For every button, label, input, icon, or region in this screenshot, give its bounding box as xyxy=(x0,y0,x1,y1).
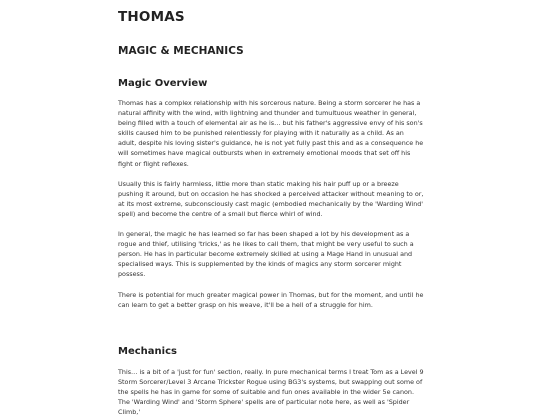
page-title: THOMAS xyxy=(118,9,185,25)
magic-overview-paragraph-4: There is potential for much greater magical power in Thomas, but for the moment, and until he can learn to get a better grasp on his weave, it'll be a hell of a struggle for him. xyxy=(118,290,424,309)
magic-overview-paragraph-2: Usually this is fairly harmless, little more than static making his hair puff up or a breeze pushing it around, but on occasion he has shocked a perceived attacker without meaning to or, at its most extreme, subconsciously cast magic (embodied mechanically by the 'Warding Wind' spell) and become the centre of a small but fierce whirl of wind. xyxy=(118,179,424,218)
magic-overview-paragraph-3: In general, the magic he has learned so far has been shaped a lot by his development as a rogue and thief, utilising 'tricks,' as he likes to call them, that might be very useful to such a person. He has in particular become extremely skilled at using a Mage Hand in unusual and specialised ways. This is supplemented by the kinds of magics any storm sorcerer might possess. xyxy=(118,230,414,279)
document-content xyxy=(118,0,424,417)
section-title: MAGIC & MECHANICS xyxy=(118,45,244,57)
mechanics-body xyxy=(118,367,424,417)
mechanics-paragraph-1: This… is a bit of a 'just for fun' section, really. In pure mechanical terms I treat Tom as a Level 9 Storm Sorcerer/Level 3 Arcane Trickster Rogue using BG3's systems, but swapping out some of the spells he has in game for some of suitable and fun ones available in the wider 5e canon. The 'Warding Wind' and 'Storm Sphere' spells are of particular note here, as well as 'Spider Climb,' xyxy=(118,367,424,417)
magic-overview-body xyxy=(118,98,424,310)
mechanics-heading: Mechanics xyxy=(118,345,177,357)
magic-overview-paragraph-1: Thomas has a complex relationship with his sorcerous nature. Being a storm sorcerer he has a natural affinity with the wind, with lightning and thunder and tumultuous weather in general, being filled with a touch of elemental air as he is… but his father's aggressive envy of his son's skills caused him to be punished relentlessly for playing with it naturally as a child. As an adult, despite his loving sister's guidance, he is not yet fully past this and as a consequence he will sometimes have magical outbursts when in extremely emotional moods that set off his fight or flight reflexes. xyxy=(118,99,424,168)
magic-overview-heading: Magic Overview xyxy=(118,78,208,89)
